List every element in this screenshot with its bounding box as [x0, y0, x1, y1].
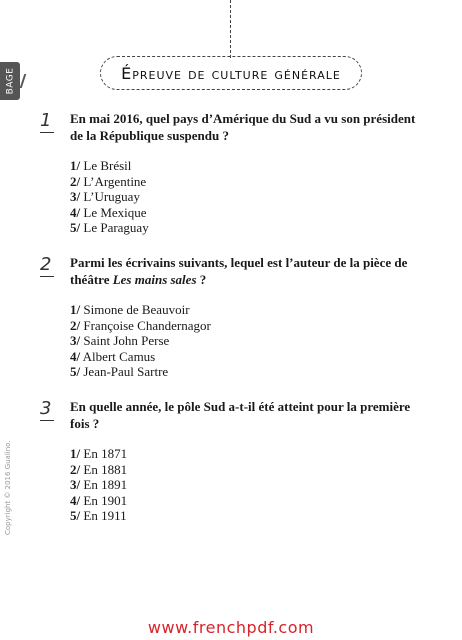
- answer-option: 2/ L’Argentine: [70, 173, 147, 189]
- answer-option: 5/ En 1911: [70, 508, 127, 523]
- question-number: 2: [40, 254, 60, 275]
- answer-option: 3/ L’Uruguay: [70, 189, 140, 204]
- question-text: En mai 2016, quel pays d’Amérique du Sud a vu son président de la République suspendu ?: [70, 111, 416, 143]
- answer-options: [70, 158, 425, 236]
- question-1: [40, 110, 425, 236]
- side-mark-decoration: [20, 74, 35, 88]
- copyright-notice: Copyright © 2016 Gualino.: [4, 440, 12, 535]
- question-number: 1: [40, 110, 60, 131]
- answer-option: 3/ En 1891: [70, 477, 128, 492]
- question-2: [40, 254, 425, 380]
- answer-option: 1/ Simone de Beauvoir: [70, 302, 190, 317]
- title-box: [100, 56, 362, 90]
- footer-website-link[interactable]: www.frenchpdf.com: [147, 618, 315, 637]
- answer-option: 4/ En 1901: [70, 492, 128, 508]
- answer-option: 2/ Françoise Chandernagor: [70, 317, 211, 333]
- question-text: En quelle année, le pôle Sud a-t-il été atteint pour la première fois ?: [70, 399, 411, 431]
- side-tab-label: BAGE: [5, 67, 15, 95]
- answer-option: 4/ Albert Camus: [70, 348, 156, 364]
- question-3: [40, 398, 425, 524]
- answer-option: 1/ En 1871: [70, 446, 128, 461]
- page-title: Épreuve de culture générale: [121, 63, 341, 83]
- answer-options: [70, 446, 425, 524]
- question-text: Parmi les écrivains suivants, lequel est l’auteur de la pièce de théâtre Les mains sales ?: [70, 255, 408, 287]
- answer-option: 2/ En 1881: [70, 461, 128, 477]
- side-tab: [0, 62, 20, 100]
- question-number: 3: [40, 398, 60, 419]
- answer-options: [70, 302, 425, 380]
- answer-option: 1/ Le Brésil: [70, 158, 132, 173]
- answer-option: 4/ Le Mexique: [70, 204, 147, 220]
- answer-option: 5/ Jean-Paul Sartre: [70, 364, 169, 379]
- answer-option: 3/ Saint John Perse: [70, 333, 170, 348]
- top-dashed-rule: [230, 0, 231, 58]
- answer-option: 5/ Le Paraguay: [70, 220, 149, 235]
